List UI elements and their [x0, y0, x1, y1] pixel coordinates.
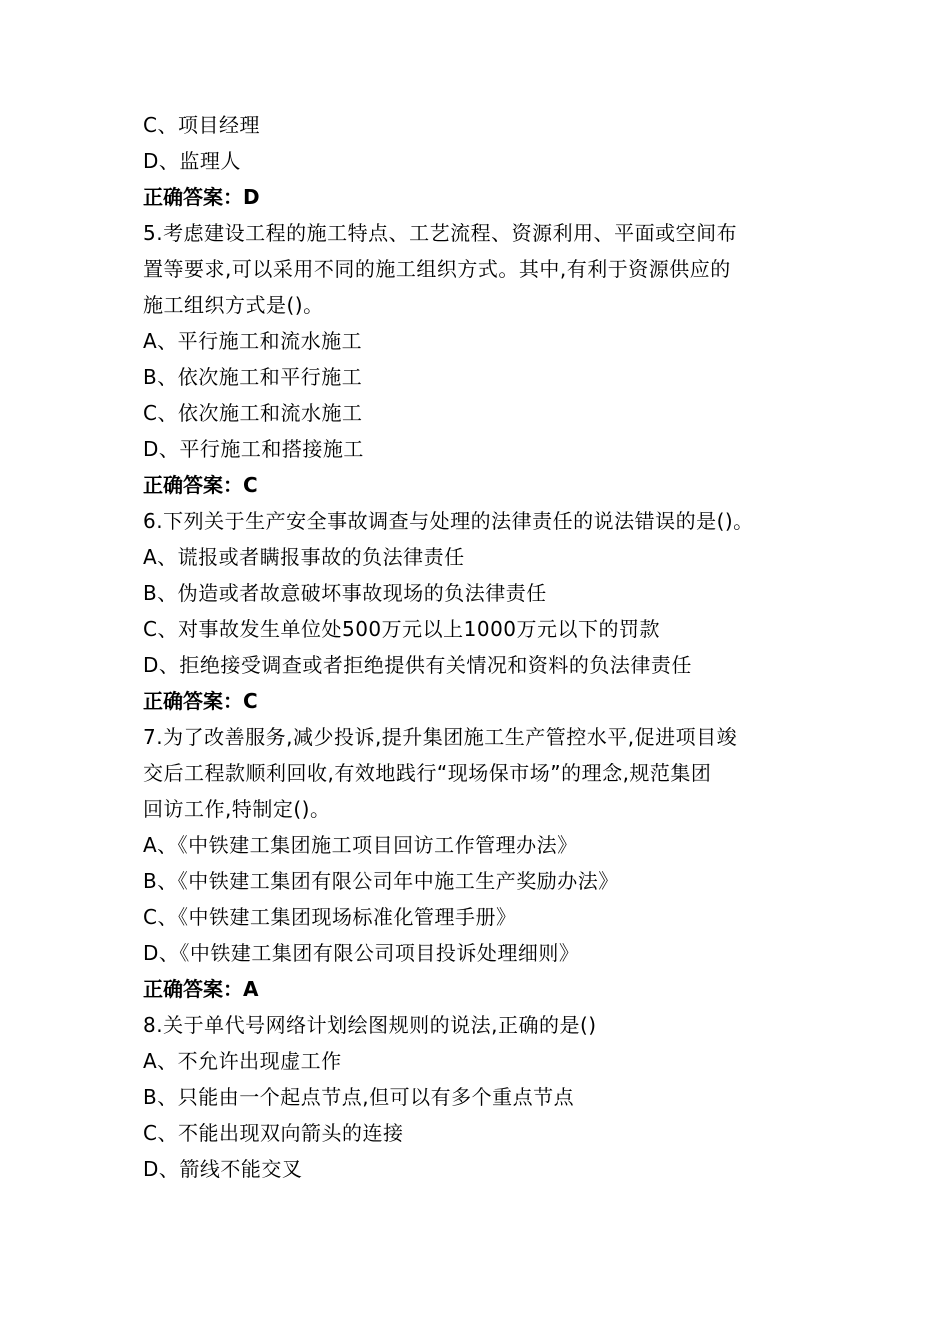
document-page — [143, 107, 843, 1187]
question-line: 5.考虑建设工程的施工特点、工艺流程、资源利用、平面或空间布 — [143, 221, 738, 245]
question-line: 回访工作,特制定()。 — [143, 797, 331, 821]
option-line: A、《中铁建工集团施工项目回访工作管理办法》 — [143, 833, 578, 857]
option-line: C、不能出现双向箭头的连接 — [143, 1121, 404, 1145]
option-line: D、拒绝接受调查或者拒绝提供有关情况和资料的负法律责任 — [143, 653, 692, 677]
option-line: C、《中铁建工集团现场标准化管理手册》 — [143, 905, 517, 929]
option-line: A、不允许出现虚工作 — [143, 1049, 342, 1073]
question-line: 6.下列关于生产安全事故调查与处理的法律责任的说法错误的是()。 — [143, 509, 754, 533]
option-line: D、《中铁建工集团有限公司项目投诉处理细则》 — [143, 941, 580, 965]
question-line: 交后工程款顺利回收,有效地践行“现场保市场”的理念,规范集团 — [143, 761, 712, 785]
answer-line: 正确答案：C — [143, 689, 258, 713]
question-line: 施工组织方式是()。 — [143, 293, 324, 317]
option-line: A、谎报或者瞒报事故的负法律责任 — [143, 545, 465, 569]
question-line: 置等要求,可以采用不同的施工组织方式。其中,有利于资源供应的 — [143, 257, 731, 281]
option-line: C、对事故发生单位处500万元以上1000万元以下的罚款 — [143, 617, 661, 641]
option-line: B、依次施工和平行施工 — [143, 365, 363, 389]
answer-line: 正确答案：D — [143, 185, 260, 209]
answer-line: 正确答案：C — [143, 473, 258, 497]
option-line: B、伪造或者故意破坏事故现场的负法律责任 — [143, 581, 547, 605]
question-line: 7.为了改善服务,减少投诉,提升集团施工生产管控水平,促进项目竣 — [143, 725, 738, 749]
answer-line: 正确答案：A — [143, 977, 259, 1001]
option-line: B、只能由一个起点节点,但可以有多个重点节点 — [143, 1085, 575, 1109]
option-line: D、监理人 — [143, 149, 241, 173]
option-line: D、平行施工和搭接施工 — [143, 437, 364, 461]
option-line: A、平行施工和流水施工 — [143, 329, 363, 353]
option-line: B、《中铁建工集团有限公司年中施工生产奖励办法》 — [143, 869, 619, 893]
option-line: D、箭线不能交叉 — [143, 1157, 303, 1181]
option-line: C、项目经理 — [143, 113, 260, 137]
question-line: 8.关于单代号网络计划绘图规则的说法,正确的是() — [143, 1013, 597, 1037]
option-line: C、依次施工和流水施工 — [143, 401, 363, 425]
